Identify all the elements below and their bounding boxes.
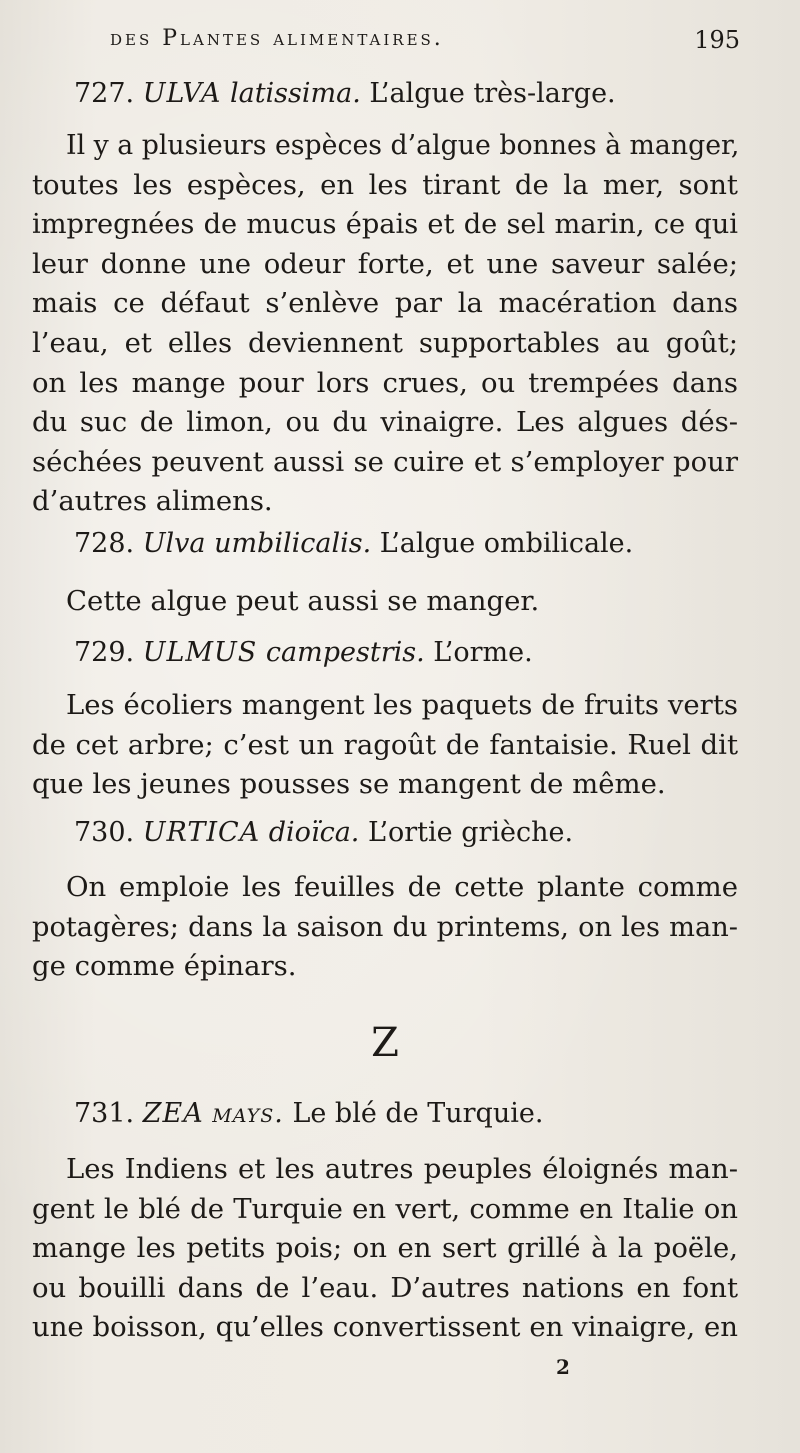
entry-heading-731 <box>74 1098 543 1129</box>
paragraph-line: mange les petits pois; on en sert grillé à la poële, <box>32 1232 738 1265</box>
paragraph-line: Il y a plusieurs espèces d’algue bonnes à manger, <box>66 130 740 161</box>
paragraph-line: Cette algue peut aussi se manger. <box>66 585 540 617</box>
paragraph-line: du suc de limon, ou du vinaigre. Les algues dés- <box>32 406 738 439</box>
page-header <box>110 26 740 58</box>
paragraph-line: Les écoliers mangent les paquets de fruits verts <box>66 689 738 721</box>
paragraph-line: impregnées de mucus épais et de sel marin, ce qui <box>32 209 738 241</box>
paragraph-line: ou bouilli dans de l’eau. D’autres nations en font <box>32 1271 738 1304</box>
paragraph-line: on les mange pour lors crues, ou trempées dans <box>32 366 738 399</box>
paragraph-line: toutes les espèces, en les tirant de la mer, sont <box>32 168 738 201</box>
entry-species: campestris. <box>265 637 425 668</box>
entry-genus: ULMUS <box>142 637 258 668</box>
paragraph-line: leur donne une odeur forte, et une saveur salée; <box>32 247 738 280</box>
paragraph-line: gent le blé de Turquie en vert, comme en Italie on <box>32 1192 738 1225</box>
entry-heading-729 <box>74 637 533 668</box>
paragraph-line: une boisson, qu’elles convertissent en vinaigre, en <box>32 1311 738 1344</box>
paragraph-line: l’eau, et elles deviennent supportables au goût; <box>32 326 738 359</box>
entry-genus: URTICA <box>142 817 261 848</box>
paragraph-line: mais ce défaut s’enlève par la macération dans <box>32 287 738 320</box>
entry-common-name: L’algue ombilicale. <box>379 528 634 559</box>
entry-number: 729. <box>74 637 135 668</box>
entry-common-name: L’algue très-large. <box>369 78 616 109</box>
entry-heading-730 <box>74 817 573 848</box>
paragraph-line: Les Indiens et les autres peuples éloignés man- <box>66 1153 738 1185</box>
entry-common-name: Le blé de Turquie. <box>292 1098 544 1129</box>
entry-common-name: L’ortie grièche. <box>367 817 574 848</box>
entry-number: 731. <box>74 1098 135 1129</box>
page-number: 195 <box>694 26 740 54</box>
entry-species: dioïca. <box>268 817 360 848</box>
entry-paragraph-730 <box>32 868 738 987</box>
paragraph-line: On emploie les feuilles de cette plante comme <box>66 871 738 903</box>
running-title: des Plantes alimentaires. <box>110 26 444 51</box>
entry-heading-727 <box>74 78 616 109</box>
entry-number: 728. <box>74 528 135 559</box>
entry-number: 730. <box>74 817 135 848</box>
entry-paragraph-731 <box>32 1150 738 1348</box>
section-letter: Z <box>371 1020 399 1066</box>
entry-species: umbilicalis. <box>214 528 372 559</box>
entry-genus: Ulva <box>142 528 206 559</box>
entry-genus: ZEA <box>142 1098 204 1129</box>
paragraph-line: que les jeunes pousses se mangent de même. <box>32 768 666 801</box>
entry-number: 727. <box>74 78 135 109</box>
paragraph-line: séchées peuvent aussi se cuire et s’employer pour <box>32 445 738 478</box>
entry-common-name: L’orme. <box>433 637 533 668</box>
entry-genus: ULVA <box>142 78 222 109</box>
entry-species: mays. <box>212 1098 284 1129</box>
entry-species: latissima. <box>229 78 361 109</box>
paragraph-line: potagères; dans la saison du printems, on les man- <box>32 911 738 943</box>
entry-heading-728 <box>74 528 633 559</box>
entry-paragraph-729 <box>32 686 738 805</box>
paragraph-line: d’autres alimens. <box>32 485 273 518</box>
entry-paragraph-728 <box>32 582 738 622</box>
entry-paragraph-727 <box>32 126 738 522</box>
paragraph-line: ge comme épinars. <box>32 950 297 983</box>
signature-mark: 2 <box>556 1355 570 1379</box>
paragraph-line: de cet arbre; c’est un ragoût de fantaisie. Ruel dit <box>32 728 738 761</box>
